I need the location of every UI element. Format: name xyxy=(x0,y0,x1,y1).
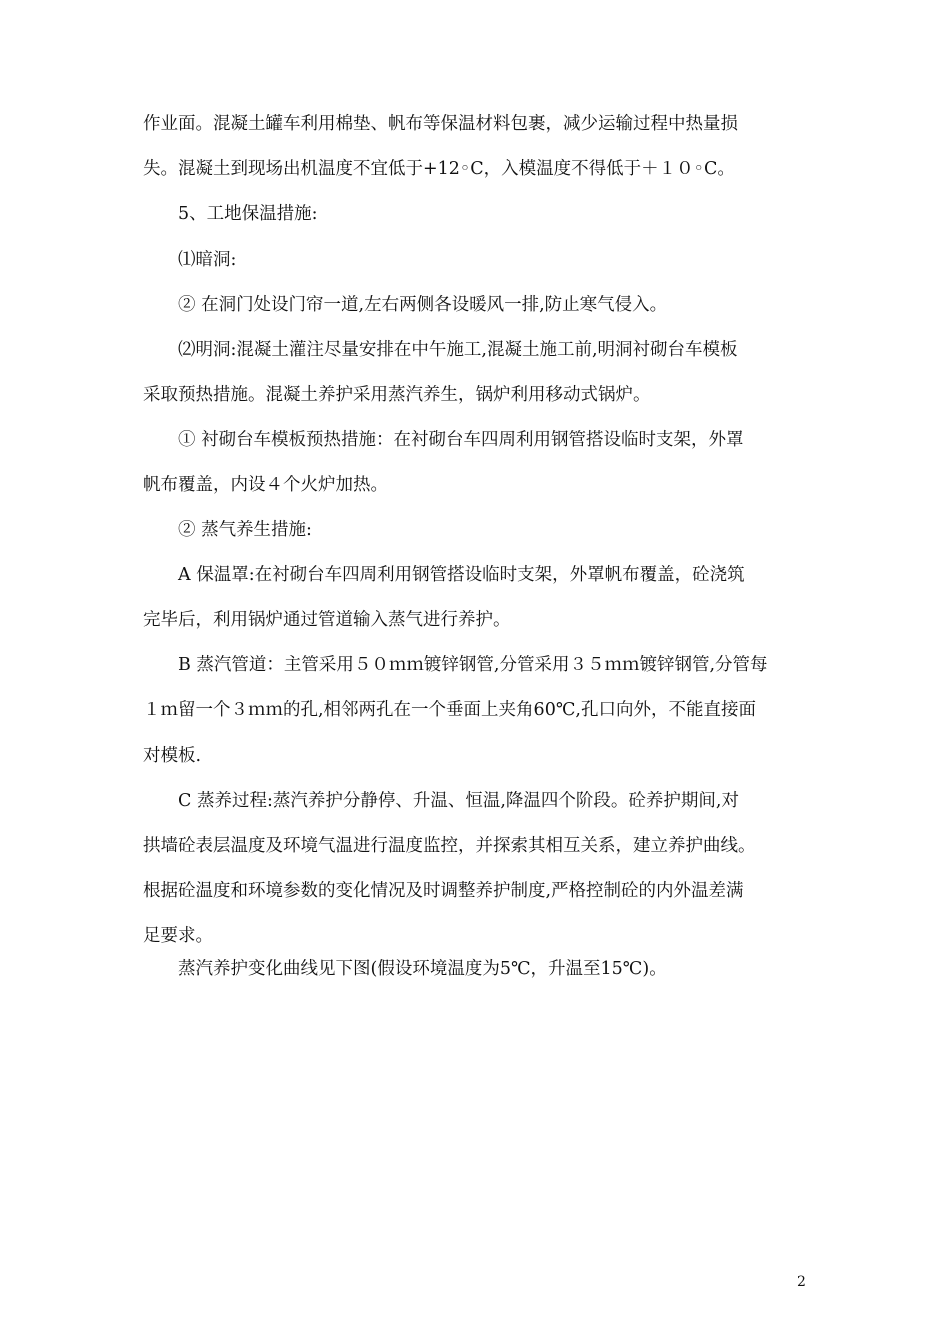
subsection-heading: ⑴暗洞: xyxy=(178,250,237,270)
paragraph-line: 根据砼温度和环境参数的变化情况及时调整养护制度,严格控制砼的内外温差满 xyxy=(143,881,744,901)
page-number: 2 xyxy=(797,1274,806,1290)
paragraph-line: 拱墙砼表层温度及环境气温进行温度监控，并探索其相互关系，建立养护曲线。 xyxy=(143,836,756,856)
section-heading: 5、工地保温措施: xyxy=(178,204,318,224)
paragraph-line: 足要求。 xyxy=(143,926,213,946)
paragraph-line: １ｍ留一个３ｍｍ的孔,相邻两孔在一个垂面上夹角60℃,孔口向外，不能直接面 xyxy=(143,700,756,720)
paragraph-line: ② 在洞门处设门帘一道,左右两侧各设暖风一排,防止寒气侵入。 xyxy=(178,295,668,315)
paragraph-line: A 保温罩:在衬砌台车四周利用钢管搭设临时支架，外罩帆布覆盖，砼浇筑 xyxy=(178,565,745,585)
paragraph-line: 完毕后，利用锅炉通过管道输入蒸气进行养护。 xyxy=(143,610,511,630)
paragraph-line: 采取预热措施。混凝土养护采用蒸汽养生，锅炉利用移动式锅炉。 xyxy=(143,385,651,405)
paragraph-line: 作业面。混凝土罐车利用棉垫、帆布等保温材料包裹，减少运输过程中热量损 xyxy=(143,114,738,134)
paragraph-line: ① 衬砌台车模板预热措施：在衬砌台车四周利用钢管搭设临时支架，外罩 xyxy=(178,430,744,450)
paragraph-line: B 蒸汽管道：主管采用５０ｍｍ镀锌钢管,分管采用３５ｍｍ镀锌钢管,分管每 xyxy=(178,655,768,675)
paragraph-line: ⑵明洞:混凝土灌注尽量安排在中午施工,混凝土施工前,明洞衬砌台车模板 xyxy=(178,340,738,360)
paragraph-line: 失。混凝土到现场出机温度不宜低于+12◦C，入模温度不得低于＋１０◦C。 xyxy=(143,159,735,179)
paragraph-line: C 蒸养过程:蒸汽养护分静停、升温、恒温,降温四个阶段。砼养护期间,对 xyxy=(178,791,739,811)
subsection-heading: ② 蒸气养生措施: xyxy=(178,520,312,540)
paragraph-line: 帆布覆盖，内设４个火炉加热。 xyxy=(143,475,388,495)
paragraph-line: 蒸汽养护变化曲线见下图(假设环境温度为5℃，升温至15℃)。 xyxy=(178,959,667,979)
paragraph-line: 对模板. xyxy=(143,746,202,766)
